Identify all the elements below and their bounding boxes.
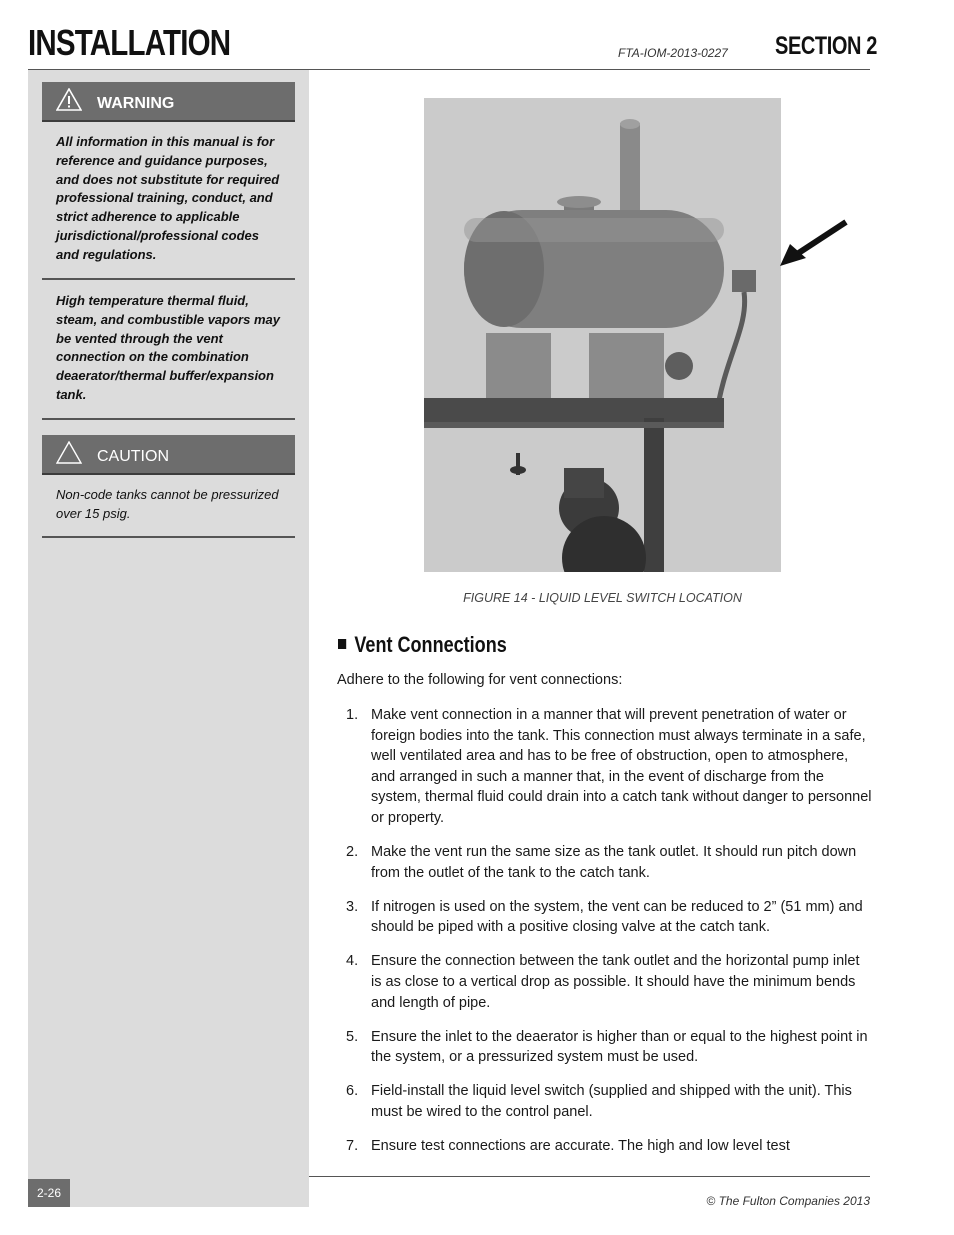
caution-note: Non-code tanks cannot be pressurized over 15 psig. (56, 487, 279, 521)
sidebar (28, 70, 309, 1207)
heading-text: Vent Connections (354, 632, 507, 657)
intro-paragraph: Adhere to the following for vent connections: (337, 672, 623, 688)
step-text: Ensure the inlet to the deaerator is higher than or equal to the highest point in the system, or a pressurized system must be used. (371, 1028, 868, 1066)
divider (42, 418, 295, 420)
list-item (337, 1136, 872, 1157)
step-text: If nitrogen is used on the system, the vent can be reduced to 2” (51 mm) and should be piped with a positive closing valve at the catch tank. (371, 898, 863, 936)
caution-bar (42, 435, 295, 475)
divider (42, 278, 295, 280)
square-bullet-icon (338, 639, 346, 649)
list-item (337, 951, 872, 1013)
steps-list (337, 705, 872, 1170)
warning-triangle-icon (56, 88, 82, 112)
step-number: 4. (346, 953, 359, 970)
figure-photo (424, 98, 781, 572)
footer-rule (309, 1176, 870, 1177)
tank-photo-illustration (424, 98, 781, 572)
section-heading (338, 632, 507, 658)
step-number: 1. (346, 707, 359, 723)
warning-note-venting: High temperature thermal fluid, steam, and combustible vapors may be vented through the vent connection on the combination deaerator/thermal buffer/expansion tank. (56, 293, 280, 402)
step-text: Ensure test connections are accurate. The high and low level test (371, 1138, 790, 1155)
caution-triangle-icon (56, 441, 82, 465)
step-text: Make vent connection in a manner that will prevent penetration of water or foreign bodies into the tank. This connection must always terminate in a safe, well ventilated area and has to be free of obstruction, open to atmosphere, and arranged in such a manner that, in the event of discharge from the system, thermal fluid could drain into a catch tank without danger to personnel or property. (371, 707, 872, 826)
step-text: Make the vent run the same size as the tank outlet. It should run pitch down from the outlet of the tank to the catch tank. (371, 844, 857, 881)
document-id: FTA-IOM-2013-0227 (618, 46, 728, 60)
step-text: Ensure the connection between the tank outlet and the horizontal pump inlet is as close to a vertical drop as possible. It should have the minimum bends and length of pipe. (371, 953, 860, 1011)
step-text: Field-install the liquid level switch (supplied and shipped with the unit). This must be wired to the control panel. (371, 1083, 852, 1120)
copyright: © The Fulton Companies 2013 (706, 1194, 870, 1208)
section-label: SECTION 2 (775, 32, 877, 60)
step-number: 2. (346, 844, 359, 861)
caution-label: CAUTION (97, 448, 169, 465)
page-title: INSTALLATION (28, 22, 231, 63)
pointer-arrow-icon (776, 216, 852, 272)
step-number: 7. (346, 1138, 359, 1155)
divider (42, 536, 295, 538)
warning-label: WARNING (97, 95, 175, 112)
list-item (337, 1081, 872, 1122)
list-item (337, 1027, 872, 1068)
list-item (337, 842, 872, 883)
list-item (337, 705, 872, 829)
step-number: 5. (346, 1028, 359, 1045)
warning-bar (42, 82, 295, 122)
step-number: 3. (346, 898, 359, 915)
figure-caption: FIGURE 14 - LIQUID LEVEL SWITCH LOCATION (463, 591, 742, 605)
warning-note-general: All information in this manual is for reference and guidance purposes, and does not substitute for required professional training, conduct, and strict adherence to applicable jurisdictional/professional codes and regulations. (56, 134, 280, 262)
list-item (337, 897, 872, 938)
page-number: 2-26 (28, 1179, 70, 1207)
step-number: 6. (346, 1083, 359, 1100)
